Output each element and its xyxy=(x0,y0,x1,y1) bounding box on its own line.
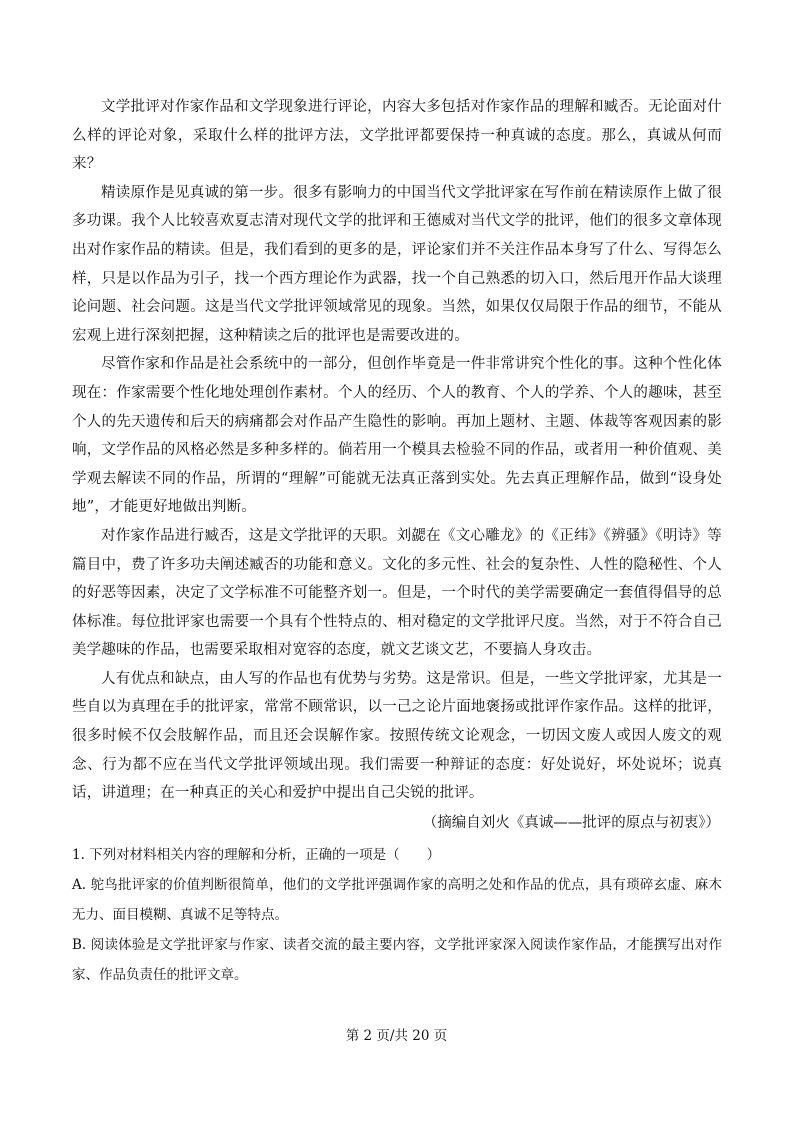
paragraph-3: 尽管作家和作品是社会系统中的一部分，但创作毕竟是一件非常讲究个性化的事。这种个性化体现在：作家需要个性化地处理创作素材。个人的经历、个人的教育、个人的学养、个人的趣味，甚至个人的先天遗传和后天的病痛都会对作品产生隐性的影响。再加上题材、主题、体裁等客观因素的影响，文学作品的风格必然是多种多样的。倘若用一个模具去检验不同的作品，或者用一种价值观、美学观去解读不同的作品，所谓的“理解”可能就无法真正落到实处。先去真正理解作品，做到“设身处地”，才能更好地做出判断。 xyxy=(72,356,722,516)
paragraph-2: 精读原作是见真诚的第一步。很多有影响力的中国当代文学批评家在写作前在精读原作上做了很多功课。我个人比较喜欢夏志清对现代文学的批评和王德威对当代文学的批评，他们的很多文章体现出对作家作品的精读。但是，我们看到的更多的是，评论家们并不关注作品本身写了什么、写得怎么样，只是以作品为引子，找一个西方理论作为武器，找一个自己熟悉的切入口，然后甩开作品大谈理论问题、社会问题。这是当代文学批评领域常见的现象。当然，如果仅仅局限于作品的细节，不能从宏观上进行深刻把握，这种精读之后的批评也是需要改进的。 xyxy=(72,184,722,344)
question-stem: 1. 下列对材料相关内容的理解和分析，正确的一项是（ ） xyxy=(72,846,441,863)
document-body xyxy=(72,93,722,990)
paragraph-4: 对作家作品进行臧否，这是文学批评的天职。刘勰在《文心雕龙》的《正纬》《辨骚》《明诗》等篇目中，费了许多功夫阐述臧否的功能和意义。文化的多元性、社会的复杂性、人性的隐秘性、个人的好恶等因素，决定了文学标准不可能整齐划一。但是，一个时代的美学需要确定一套值得倡导的总体标准。每位批评家也需要一个具有个性特点的、相对稳定的文学批评尺度。当然，对于不符合自己美学趣味的作品，也需要采取相对宽容的态度，就文艺谈文艺，不要搞人身攻击。 xyxy=(72,527,722,659)
page-number-footer: 第 2 页/共 20 页 xyxy=(345,1028,448,1044)
paragraph-1: 文学批评对作家作品和文学现象进行评论，内容大多包括对作家作品的理解和臧否。无论面对什么样的评论对象，采取什么样的批评方法，文学批评都要保持一种真诚的态度。那么，真诚从何而来？ xyxy=(72,99,722,173)
option-b: B. 阅读体验是文学批评家与作家、读者交流的最主要内容，文学批评家深入阅读作家作品，才能撰写出对作家、作品负责任的批评文章。 xyxy=(72,936,722,983)
paragraph-5: 人有优点和缺点，由人写的作品也有优势与劣势。这是常识。但是，一些文学批评家，尤其是一些自以为真理在手的批评家，常常不顾常识，以一己之论片面地褒扬或批评作家作品。这样的批评，很多时候不仅会肢解作品，而且还会误解作家。按照传统文论观念，一切因文废人或因人废文的观念、行为都不应在当代文学批评领域出现。我们需要一种辩证的态度：好处说好，坏处说坏；说真话，讲道理；在一种真正的关心和爱护中提出自己尖锐的批评。 xyxy=(72,670,722,802)
source-citation: （摘编自刘火《真诚——批评的原点与初衷》） xyxy=(422,814,720,831)
option-a: A. 鸵鸟批评家的价值判断很简单，他们的文学批评强调作家的高明之处和作品的优点，具有琐碎玄虚、麻木无力、面目模糊、真诚不足等特点。 xyxy=(72,876,722,923)
